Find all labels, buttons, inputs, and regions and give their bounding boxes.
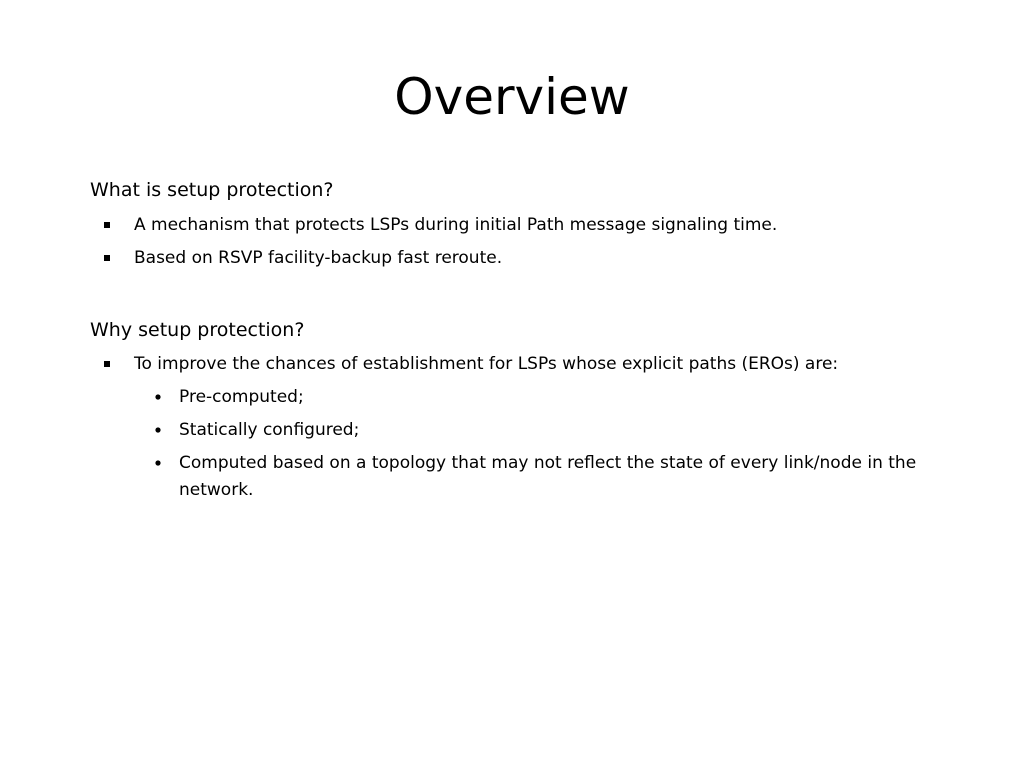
section-heading-why: Why setup protection? <box>90 319 305 341</box>
round-bullet-icon <box>155 394 161 400</box>
sub-bullet-item: Computed based on a topology that may not reflect the state of every link/node in the network. <box>179 453 917 500</box>
round-bullet-icon <box>155 460 161 466</box>
bullet-item: Based on RSVP facility-backup fast reroute. <box>134 248 503 268</box>
square-bullet-icon <box>104 255 110 261</box>
sub-bullet-item: Statically configured; <box>179 420 360 440</box>
section-heading-what: What is setup protection? <box>90 179 334 201</box>
square-bullet-icon <box>104 361 110 367</box>
square-bullet-icon <box>104 222 110 228</box>
slide-title: Overview <box>394 68 630 126</box>
bullet-item: A mechanism that protects LSPs during initial Path message signaling time. <box>134 215 778 235</box>
bullet-item: To improve the chances of establishment for LSPs whose explicit paths (EROs) are: <box>134 354 839 374</box>
sub-bullet-item: Pre-computed; <box>179 387 304 407</box>
round-bullet-icon <box>155 427 161 433</box>
